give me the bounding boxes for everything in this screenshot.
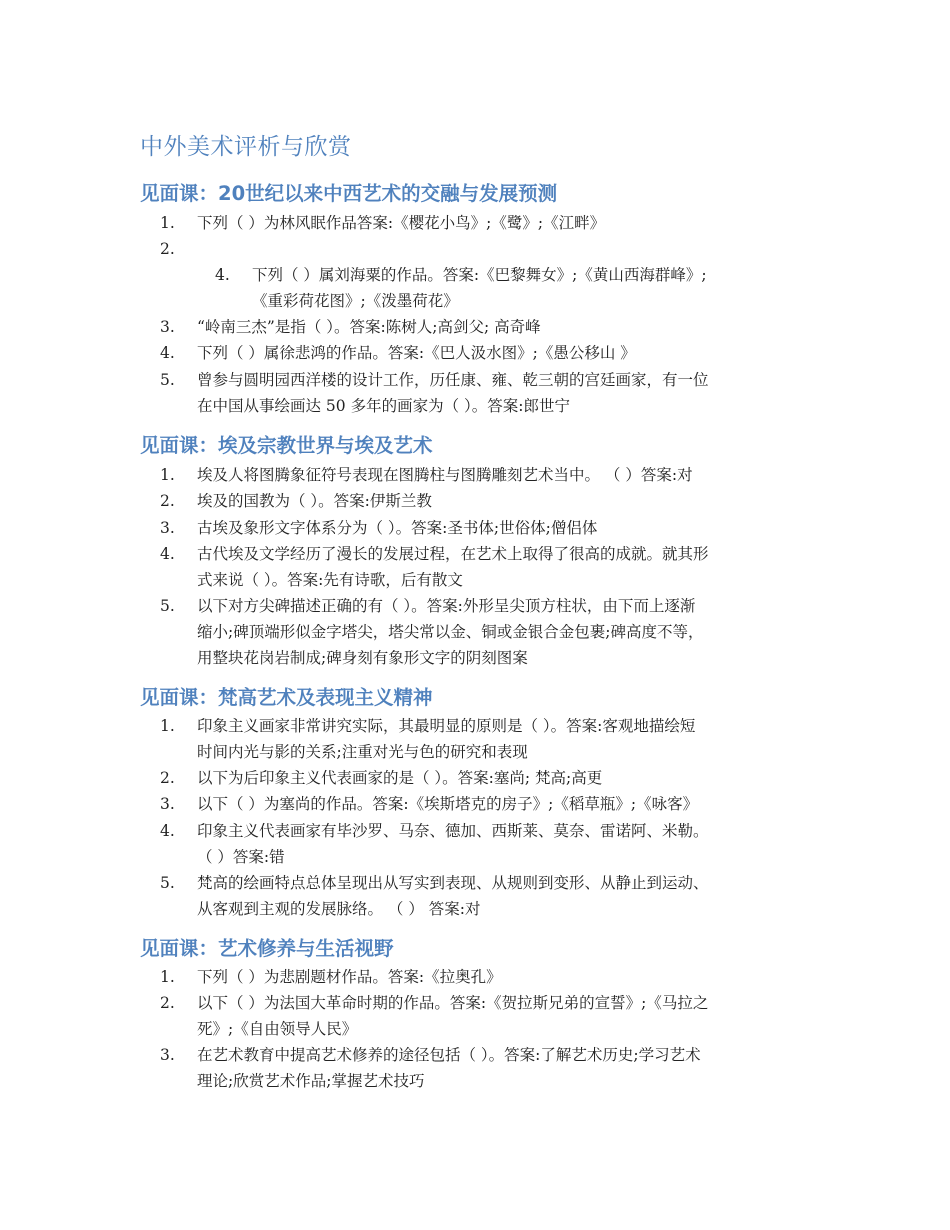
item-text: 缩小;碑顶端形似金字塔尖，塔尖常以金、铜或金银合金包裹;碑高度不等， — [197, 623, 704, 641]
item-text: 下列（ ）属刘海粟的作品。答案:《巴黎舞女》;《黄山西海群峰》; — [252, 266, 707, 284]
item-number: 3. — [160, 519, 175, 537]
item-number: 4. — [160, 344, 175, 362]
item-text: 式来说（ ）。答案:先有诗歌，后有散文 — [197, 571, 463, 589]
item-text: 以下对方尖碑描述正确的有（ ）。答案:外形呈尖顶方柱状，由下而上逐渐 — [197, 597, 696, 615]
item-text: 埃及人将图腾象征符号表现在图腾柱与图腾雕刻艺术当中。 （ ）答案:对 — [197, 466, 693, 484]
item-number: 4. — [215, 266, 230, 284]
section-heading: 见面课：20世纪以来中西艺术的交融与发展预测 — [140, 182, 558, 205]
item-text: 理论;欣赏艺术作品;掌握艺术技巧 — [197, 1072, 425, 1090]
item-number: 2. — [160, 492, 175, 510]
item-text: （ ）答案:错 — [197, 848, 285, 866]
item-text: 下列（ ）属徐悲鸿的作品。答案:《巴人汲水图》;《愚公移山 》 — [197, 344, 636, 362]
item-number: 1. — [160, 968, 175, 986]
item-text: 印象主义画家非常讲究实际，其最明显的原则是（ ）。答案:客观地描绘短 — [197, 717, 696, 735]
item-number: 1. — [160, 214, 175, 232]
item-number: 1. — [160, 717, 175, 735]
item-text: 死》;《自由领导人民》 — [197, 1020, 358, 1038]
section-heading: 见面课：埃及宗教世界与埃及艺术 — [140, 434, 433, 457]
document-title: 中外美术评析与欣赏 — [140, 134, 352, 160]
item-text: 以下（ ）为塞尚的作品。答案:《埃斯塔克的房子》;《稻草瓶》;《咏客》 — [197, 795, 699, 813]
item-text: 古代埃及文学经历了漫长的发展过程，在艺术上取得了很高的成就。就其形 — [197, 545, 709, 563]
item-text: 用整块花岗岩制成;碑身刻有象形文字的阴刻图案 — [197, 649, 528, 667]
item-text: 以下为后印象主义代表画家的是（ ）。答案:塞尚; 梵高;高更 — [197, 769, 603, 787]
item-number: 2. — [160, 240, 175, 258]
item-number: 5. — [160, 371, 175, 389]
item-number: 2. — [160, 994, 175, 1012]
item-text: 埃及的国教为（ ）。答案:伊斯兰教 — [197, 492, 432, 510]
item-number: 3. — [160, 795, 175, 813]
item-number: 1. — [160, 466, 175, 484]
section-heading: 见面课：梵高艺术及表现主义精神 — [140, 686, 433, 709]
item-number: 4. — [160, 822, 175, 840]
item-text: 从客观到主观的发展脉络。 （ ） 答案:对 — [197, 900, 481, 918]
item-text: 在艺术教育中提高艺术修养的途径包括（ ）。答案:了解艺术历史;学习艺术 — [197, 1046, 701, 1064]
item-text: 时间内光与影的关系;注重对光与色的研究和表现 — [197, 743, 528, 761]
item-text: 下列（ ）为悲剧题材作品。答案:《拉奥孔》 — [197, 968, 502, 986]
item-text: 以下（ ）为法国大革命时期的作品。答案:《贺拉斯兄弟的宣誓》;《马拉之 — [197, 994, 709, 1012]
item-text: “岭南三杰”是指（ ）。答案:陈树人;高剑父; 高奇峰 — [197, 318, 541, 336]
item-text: 在中国从事绘画达 50 多年的画家为（ ）。答案:郎世宁 — [197, 397, 570, 415]
item-text: 古埃及象形文字体系分为（ ）。答案:圣书体;世俗体;僧侣体 — [197, 519, 598, 537]
item-number: 5. — [160, 874, 175, 892]
item-number: 3. — [160, 318, 175, 336]
section-heading: 见面课：艺术修养与生活视野 — [140, 937, 394, 960]
item-number: 3. — [160, 1046, 175, 1064]
item-number: 4. — [160, 545, 175, 563]
item-text: 《重彩荷花图》;《泼墨荷花》 — [252, 292, 459, 310]
item-number: 5. — [160, 597, 175, 615]
item-text: 曾参与圆明园西洋楼的设计工作，历任康、雍、乾三朝的宫廷画家，有一位 — [197, 371, 709, 389]
item-text: 梵高的绘画特点总体呈现出从写实到表现、从规则到变形、从静止到运动、 — [197, 874, 709, 892]
item-text: 下列（ ）为林风眠作品答案:《樱花小鸟》;《鹭》;《江畔》 — [197, 214, 606, 232]
item-text: 印象主义代表画家有毕沙罗、马奈、德加、西斯莱、莫奈、雷诺阿、米勒。 — [197, 822, 709, 840]
item-number: 2. — [160, 769, 175, 787]
